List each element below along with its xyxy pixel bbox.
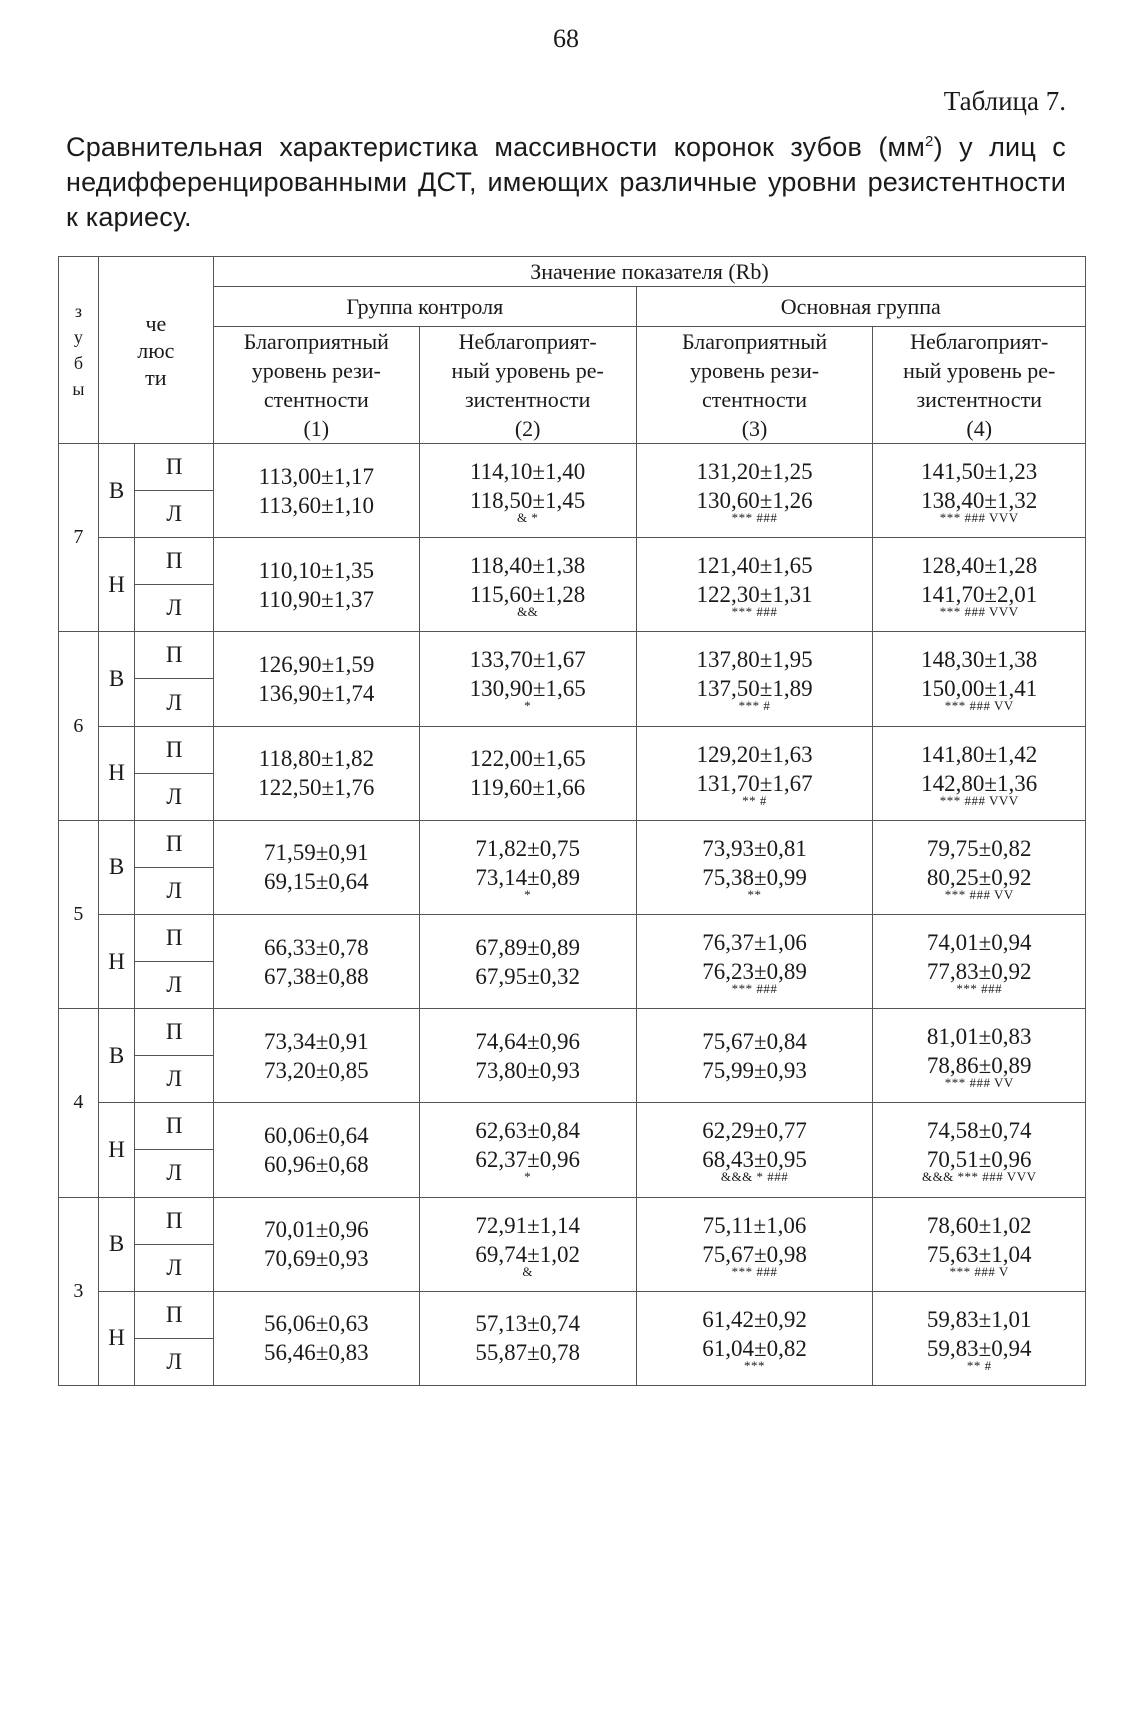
table-row bbox=[59, 1291, 1086, 1338]
column-header-line: стентности bbox=[263, 387, 369, 412]
cell-value: 56,06±0,63 bbox=[264, 1311, 369, 1337]
cell-value: 129,20±1,63 bbox=[696, 741, 813, 767]
side-label: П bbox=[135, 726, 214, 773]
jaw-label: Н bbox=[98, 538, 135, 632]
significance-mark: *** ### VVV bbox=[939, 604, 1019, 620]
jaw-label: Н bbox=[98, 726, 135, 820]
column-header-line: Благоприятный bbox=[243, 329, 389, 354]
cell-value: 110,90±1,37 bbox=[258, 586, 374, 612]
jaw-header-line: люс bbox=[137, 337, 175, 363]
side-label: Л bbox=[135, 1056, 214, 1103]
cell-value: 110,10±1,35 bbox=[258, 557, 374, 583]
significance-mark: *** ### V bbox=[949, 1263, 1009, 1279]
side-label: Л bbox=[135, 1244, 214, 1291]
jaw-label: Н bbox=[98, 1291, 135, 1385]
value-cell bbox=[213, 1103, 419, 1197]
cell-value: 136,90±1,74 bbox=[258, 680, 375, 706]
table-row bbox=[59, 1197, 1086, 1244]
cell-value: 67,89±0,89 bbox=[475, 934, 580, 960]
jaw-label: Н bbox=[98, 914, 135, 1008]
cell-value: 61,04±0,82 bbox=[702, 1335, 807, 1361]
cell-value: 113,00±1,17 bbox=[258, 463, 374, 489]
cell-value: 78,86±0,89 bbox=[926, 1053, 1032, 1079]
side-label: Л bbox=[135, 773, 214, 820]
value-cell bbox=[419, 1197, 636, 1291]
cell-value: 133,70±1,67 bbox=[469, 647, 586, 673]
jaw-label: Н bbox=[98, 1103, 135, 1197]
table-row bbox=[59, 632, 1086, 679]
cell-value: 62,37±0,96 bbox=[475, 1147, 580, 1173]
value-cell bbox=[873, 820, 1086, 914]
cell-value: 121,40±1,65 bbox=[696, 553, 813, 579]
cell-value: 74,58±0,74 bbox=[926, 1118, 1032, 1144]
side-label: П bbox=[135, 632, 214, 679]
side-label: Л bbox=[135, 679, 214, 726]
column-header-2 bbox=[419, 327, 636, 444]
main-group-header: Основная группа bbox=[636, 287, 1085, 327]
value-cell bbox=[213, 1197, 419, 1291]
value-cell bbox=[636, 1291, 873, 1385]
significance-mark: *** ### bbox=[731, 604, 778, 620]
cell-value: 61,42±0,92 bbox=[702, 1306, 807, 1332]
cell-value: 71,82±0,75 bbox=[475, 835, 580, 861]
column-header-line: стентности bbox=[702, 387, 808, 412]
cell-value: 67,38±0,88 bbox=[264, 963, 369, 989]
cell-value: 73,20±0,85 bbox=[264, 1057, 369, 1083]
value-cell bbox=[636, 538, 873, 632]
value-cell bbox=[636, 914, 873, 1008]
cell-value: 138,40±1,32 bbox=[921, 488, 1038, 514]
cell-value: 75,67±0,84 bbox=[702, 1028, 807, 1054]
jaw-label: В bbox=[98, 1009, 135, 1103]
value-cell bbox=[213, 444, 419, 538]
cell-value: 73,14±0,89 bbox=[475, 864, 580, 890]
value-cell bbox=[636, 1197, 873, 1291]
tooth-number: 3 bbox=[59, 1197, 99, 1386]
cell-value: 71,59±0,91 bbox=[264, 840, 369, 866]
significance-mark: & bbox=[522, 1263, 533, 1279]
cell-value: 70,01±0,96 bbox=[264, 1217, 369, 1243]
cell-value: 131,70±1,67 bbox=[696, 770, 813, 796]
column-header-line: ный уровень ре- bbox=[451, 358, 604, 383]
side-label: П bbox=[135, 914, 214, 961]
cell-value: 73,80±0,93 bbox=[475, 1057, 580, 1083]
value-cell bbox=[419, 726, 636, 820]
teeth-header-letter: ы bbox=[72, 379, 85, 399]
cell-value: 137,80±1,95 bbox=[696, 647, 813, 673]
cell-value: 115,60±1,28 bbox=[470, 582, 586, 608]
cell-value: 75,11±1,06 bbox=[702, 1212, 807, 1238]
value-cell bbox=[419, 914, 636, 1008]
value-cell bbox=[213, 820, 419, 914]
cell-value: 59,83±0,94 bbox=[926, 1335, 1032, 1361]
significance-mark: *** bbox=[744, 1357, 766, 1373]
cell-value: 80,25±0,92 bbox=[926, 864, 1032, 890]
table-caption bbox=[66, 130, 1066, 235]
cell-value: 81,01±0,83 bbox=[926, 1024, 1032, 1050]
side-label: П bbox=[135, 1009, 214, 1056]
caption-text-start: Сравнительная характеристика массивности коронок зубов (мм bbox=[66, 132, 926, 162]
jaw-label: В bbox=[98, 632, 135, 726]
significance-mark: & * bbox=[516, 510, 539, 526]
cell-value: 128,40±1,28 bbox=[921, 553, 1038, 579]
value-cell bbox=[213, 632, 419, 726]
control-group-header: Группа контроля bbox=[213, 287, 636, 327]
tooth-number: 7 bbox=[59, 444, 99, 632]
column-header-line: (2) bbox=[514, 416, 541, 441]
cell-value: 76,23±0,89 bbox=[702, 959, 807, 985]
cell-value: 122,30±1,31 bbox=[696, 582, 813, 608]
significance-mark: *** ### VVV bbox=[939, 510, 1019, 526]
table-row bbox=[59, 1009, 1086, 1056]
cell-value: 141,80±1,42 bbox=[921, 741, 1038, 767]
column-header-line: зистентности bbox=[916, 387, 1042, 412]
table-row bbox=[59, 444, 1086, 491]
cell-value: 114,10±1,40 bbox=[470, 459, 586, 485]
cell-value: 118,80±1,82 bbox=[258, 746, 374, 772]
column-header-line: зистентности bbox=[464, 387, 591, 412]
cell-value: 72,91±1,14 bbox=[475, 1212, 580, 1238]
jaw-label: В bbox=[98, 820, 135, 914]
cell-value: 75,67±0,98 bbox=[702, 1241, 807, 1267]
cell-value: 66,33±0,78 bbox=[264, 934, 369, 960]
data-table bbox=[58, 256, 1086, 1386]
value-cell bbox=[636, 632, 873, 726]
cell-value: 70,51±0,96 bbox=[926, 1147, 1032, 1173]
column-header-1 bbox=[213, 327, 419, 444]
indicator-header: Значение показателя (Rb) bbox=[213, 257, 1085, 287]
page-number: 68 bbox=[553, 24, 579, 53]
jaw-header-line: че bbox=[145, 310, 167, 336]
value-cell bbox=[873, 1291, 1086, 1385]
jaw-header bbox=[98, 257, 213, 444]
significance-mark: *** ### bbox=[731, 1263, 778, 1279]
column-header-line: (1) bbox=[303, 416, 330, 441]
significance-mark: * bbox=[524, 698, 532, 714]
cell-value: 118,50±1,45 bbox=[470, 488, 586, 514]
value-cell bbox=[873, 1009, 1086, 1103]
cell-value: 60,06±0,64 bbox=[264, 1122, 369, 1148]
column-header-line: Неблагоприят- bbox=[910, 329, 1049, 354]
cell-value: 68,43±0,95 bbox=[702, 1147, 807, 1173]
side-label: П bbox=[135, 538, 214, 585]
significance-mark: && bbox=[517, 604, 539, 620]
significance-mark: ** bbox=[747, 886, 762, 902]
cell-value: 59,83±1,01 bbox=[926, 1306, 1032, 1332]
cell-value: 56,46±0,83 bbox=[264, 1340, 369, 1366]
table-row bbox=[59, 726, 1086, 773]
value-cell bbox=[636, 820, 873, 914]
value-cell bbox=[636, 444, 873, 538]
value-cell bbox=[873, 632, 1086, 726]
column-header-line: (3) bbox=[741, 416, 768, 441]
cell-value: 76,37±1,06 bbox=[702, 930, 807, 956]
cell-value: 74,64±0,96 bbox=[475, 1028, 580, 1054]
value-cell bbox=[873, 914, 1086, 1008]
side-label: П bbox=[135, 1291, 214, 1338]
significance-mark: ** # bbox=[966, 1357, 992, 1373]
cell-value: 74,01±0,94 bbox=[926, 930, 1032, 956]
side-label: Л bbox=[135, 1150, 214, 1197]
cell-value: 73,34±0,91 bbox=[264, 1028, 369, 1054]
cell-value: 78,60±1,02 bbox=[926, 1212, 1032, 1238]
jaw-header-line: ти bbox=[145, 364, 167, 390]
side-label: Л bbox=[135, 1338, 214, 1385]
value-cell bbox=[419, 1009, 636, 1103]
table-row bbox=[59, 1103, 1086, 1150]
value-cell bbox=[419, 1291, 636, 1385]
side-label: П bbox=[135, 1103, 214, 1150]
significance-mark: ** # bbox=[742, 792, 767, 808]
cell-value: 77,83±0,92 bbox=[926, 959, 1032, 985]
side-label: Л bbox=[135, 867, 214, 914]
cell-value: 60,96±0,68 bbox=[264, 1151, 369, 1177]
significance-mark: *** ### VV bbox=[944, 1075, 1014, 1091]
value-cell bbox=[873, 1103, 1086, 1197]
tooth-number: 5 bbox=[59, 820, 99, 1008]
column-header-line: уровень рези- bbox=[689, 358, 820, 383]
side-label: П bbox=[135, 820, 214, 867]
table-label: Таблица 7. bbox=[943, 86, 1066, 116]
significance-mark: * bbox=[524, 1169, 532, 1185]
cell-value: 67,95±0,32 bbox=[475, 963, 580, 989]
jaw-label: В bbox=[98, 1197, 135, 1291]
cell-value: 148,30±1,38 bbox=[921, 647, 1038, 673]
side-label: Л bbox=[135, 585, 214, 632]
column-header-3 bbox=[636, 327, 873, 444]
significance-mark: *** ### bbox=[731, 981, 778, 997]
cell-value: 126,90±1,59 bbox=[258, 651, 375, 677]
value-cell bbox=[636, 726, 873, 820]
cell-value: 137,50±1,89 bbox=[696, 676, 813, 702]
side-label: Л bbox=[135, 491, 214, 538]
cell-value: 130,90±1,65 bbox=[469, 676, 586, 702]
cell-value: 141,50±1,23 bbox=[921, 459, 1038, 485]
cell-value: 113,60±1,10 bbox=[258, 492, 374, 518]
column-header-line: уровень рези- bbox=[251, 358, 381, 383]
value-cell bbox=[873, 726, 1086, 820]
teeth-header bbox=[59, 257, 99, 444]
cell-value: 69,15±0,64 bbox=[264, 869, 369, 895]
cell-value: 70,69±0,93 bbox=[264, 1246, 369, 1272]
cell-value: 131,20±1,25 bbox=[696, 459, 813, 485]
value-cell bbox=[873, 538, 1086, 632]
cell-value: 119,60±1,66 bbox=[470, 775, 586, 801]
value-cell bbox=[419, 820, 636, 914]
significance-mark: &&& * ### bbox=[720, 1169, 789, 1185]
value-cell bbox=[873, 1197, 1086, 1291]
value-cell bbox=[636, 1103, 873, 1197]
cell-value: 75,99±0,93 bbox=[702, 1057, 807, 1083]
significance-mark: *** ### bbox=[731, 510, 778, 526]
caption-text-end: ) у лиц с недифференцированными ДСТ, имеющих различные уровни резистентности к кариесу. bbox=[66, 132, 1066, 232]
cell-value: 142,80±1,36 bbox=[921, 770, 1038, 796]
column-header-line: Неблагоприят- bbox=[458, 329, 597, 354]
significance-mark: *** ### VV bbox=[944, 886, 1014, 902]
column-header-line: Благоприятный bbox=[681, 329, 828, 354]
significance-mark: *** ### VV bbox=[944, 698, 1014, 714]
tooth-number: 6 bbox=[59, 632, 99, 820]
value-cell bbox=[213, 914, 419, 1008]
value-cell bbox=[213, 1009, 419, 1103]
value-cell bbox=[213, 726, 419, 820]
cell-value: 79,75±0,82 bbox=[926, 835, 1032, 861]
value-cell bbox=[419, 1103, 636, 1197]
column-header-4 bbox=[873, 327, 1086, 444]
value-cell bbox=[873, 444, 1086, 538]
table-row bbox=[59, 820, 1086, 867]
cell-value: 62,29±0,77 bbox=[702, 1118, 807, 1144]
cell-value: 130,60±1,26 bbox=[696, 488, 813, 514]
column-header-line: ный уровень ре- bbox=[903, 358, 1056, 383]
cell-value: 118,40±1,38 bbox=[470, 553, 586, 579]
teeth-header-letter: з bbox=[74, 301, 82, 321]
significance-mark: &&& *** ### VVV bbox=[921, 1169, 1037, 1185]
cell-value: 141,70±2,01 bbox=[921, 582, 1038, 608]
side-label: Л bbox=[135, 962, 214, 1009]
significance-mark: *** # bbox=[738, 698, 771, 714]
value-cell bbox=[213, 1291, 419, 1385]
column-header-line: (4) bbox=[966, 416, 993, 441]
side-label: П bbox=[135, 1197, 214, 1244]
table-row bbox=[59, 914, 1086, 961]
cell-value: 62,63±0,84 bbox=[475, 1118, 580, 1144]
caption-superscript: 2 bbox=[925, 133, 934, 150]
cell-value: 55,87±0,78 bbox=[475, 1340, 580, 1366]
significance-mark: *** ### bbox=[956, 981, 1003, 997]
jaw-label: В bbox=[98, 444, 135, 538]
teeth-header-letter: б bbox=[73, 353, 83, 373]
value-cell bbox=[419, 632, 636, 726]
cell-value: 73,93±0,81 bbox=[702, 835, 807, 861]
cell-value: 75,63±1,04 bbox=[926, 1241, 1032, 1267]
significance-mark: * bbox=[524, 886, 532, 902]
cell-value: 122,50±1,76 bbox=[258, 775, 375, 801]
side-label: П bbox=[135, 444, 214, 491]
significance-mark: *** ### VVV bbox=[939, 792, 1019, 808]
cell-value: 57,13±0,74 bbox=[475, 1311, 580, 1337]
value-cell bbox=[419, 538, 636, 632]
value-cell bbox=[213, 538, 419, 632]
cell-value: 75,38±0,99 bbox=[702, 864, 807, 890]
cell-value: 69,74±1,02 bbox=[475, 1241, 580, 1267]
cell-value: 122,00±1,65 bbox=[469, 746, 586, 772]
teeth-header-letter: у bbox=[73, 327, 83, 347]
table-row bbox=[59, 538, 1086, 585]
value-cell bbox=[419, 444, 636, 538]
cell-value: 150,00±1,41 bbox=[921, 676, 1038, 702]
tooth-number: 4 bbox=[59, 1009, 99, 1197]
value-cell bbox=[636, 1009, 873, 1103]
